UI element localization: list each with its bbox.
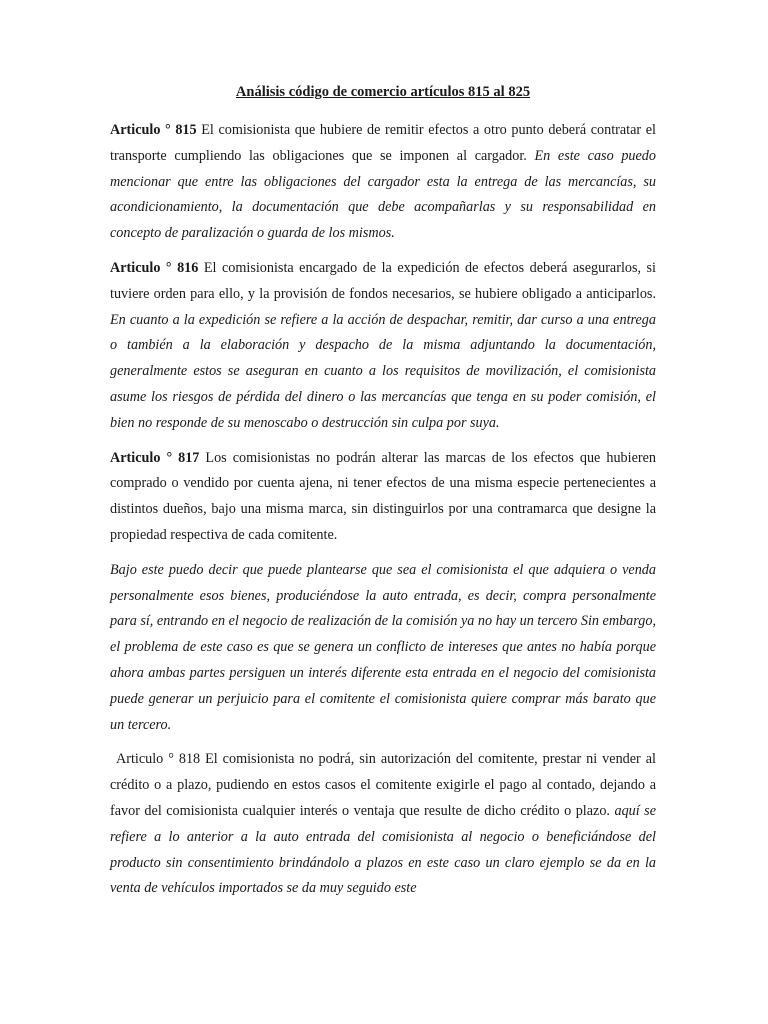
paragraph-article-817 <box>110 446 656 549</box>
paragraph-article-816 <box>110 256 656 437</box>
article-text: El comisionista que hubiere de remitir efectos a otro punto deberá contratar el transporte cumpliendo las obligaciones que se imponen al cargador. <box>110 122 656 164</box>
article-commentary: En cuanto a la expedición se refiere a la acción de despachar, remitir, dar curso a una entrega o también a la elaboración y despacho de la misma adjuntando la documentación, generalmente estos se aseguran en cuanto a los requisitos de movilización, el comisionista asume los riesgos de pérdida del dinero o las mercancías que tenga en su poder comisión, el bien no responde de su menoscabo o destrucción sin culpa por suya. <box>110 311 656 431</box>
paragraph-article-815 <box>110 118 656 247</box>
article-text: Los comisionistas no podrán alterar las marcas de los efectos que hubieren comprado o vendido por cuenta ajena, ni tener efectos de una misma especie pertenecientes a distintos dueños, bajo una misma marca, sin distinguirlos por una contramarca que designe la propiedad respectiva de cada comitente. <box>110 449 656 543</box>
article-heading: Articulo ° 815 <box>110 122 197 138</box>
paragraph-commentary-817 <box>110 558 656 739</box>
article-commentary: Bajo este puedo decir que puede plantearse que sea el comisionista el que adquiera o venda personalmente esos bienes, produciéndose la auto entrada, es decir, compra personalmente para sí, entrando en el negocio de realización de la comisión ya no hay un tercero Sin embargo, el problema de este caso es que se genera un conflicto de intereses que antes no había porque ahora ambas partes persiguen un interés diferente esta entrada en el negocio del comisionista puede generar un perjuicio para el comitente el comisionista quiere comprar más barato que un tercero. <box>110 561 656 733</box>
document-title: Análisis código de comercio artículos 815 al 825 <box>235 84 531 100</box>
article-heading: Articulo ° 818 <box>116 751 201 768</box>
paragraph-article-818 <box>110 747 656 902</box>
article-heading: Articulo ° 817 <box>110 449 200 466</box>
article-commentary: aquí se refiere a lo anterior a la auto entrada del comisionista al negocio o beneficiándose del producto sin consentimiento brindándolo a plazos en este caso un claro ejemplo se da en la venta de vehículos importados se da muy seguido este <box>110 802 656 897</box>
article-text: El comisionista no podrá, sin autorización del comitente, prestar ni vender al crédito o a plazo, pudiendo en estos casos el comitente exigirle el pago al contado, dejando a favor del comisionista cualquier interés o ventaja que resulte de dicho crédito o plazo. <box>110 751 656 819</box>
article-heading: Articulo ° 816 <box>110 259 199 276</box>
article-text: El comisionista encargado de la expedición de efectos deberá asegurarlos, si tuviere orden para ello, y la provisión de fondos necesarios, se hubiere obligado a anticiparlos. <box>110 259 656 302</box>
article-commentary: En este caso puedo mencionar que entre las obligaciones del cargador esta la entrega de las mercancías, su acondicionamiento, la documentación que debe acompañarlas y su responsabilidad en concepto de paralización o guarda de los mismos. <box>110 147 656 242</box>
